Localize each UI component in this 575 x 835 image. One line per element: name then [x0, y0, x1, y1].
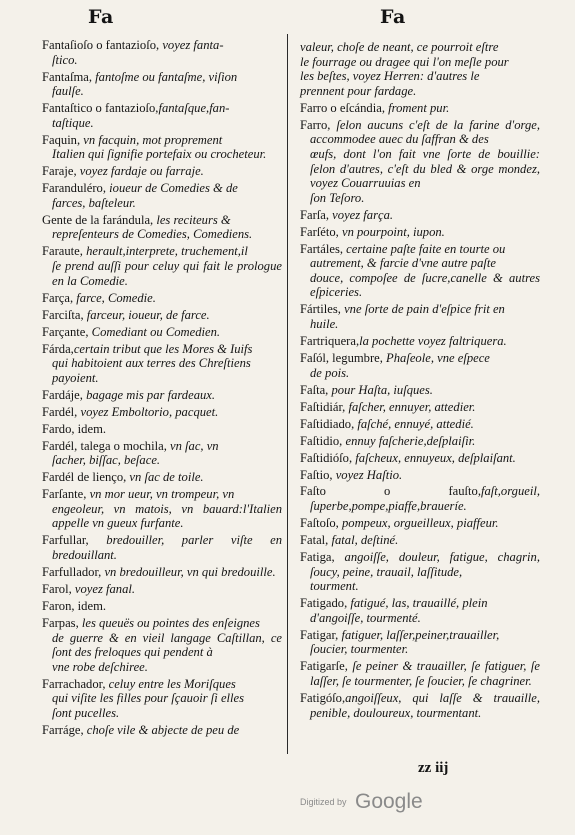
- definition: vn ſac de toile.: [126, 470, 204, 485]
- headword: Farro,: [300, 117, 331, 132]
- headword: Fardél de lienço,: [42, 470, 127, 485]
- headword: Faraje,: [42, 164, 77, 179]
- definition: voyez fanta- ſtico.: [52, 38, 224, 67]
- definition: ennuy faſcherie,deſplaiſir.: [342, 433, 476, 448]
- headword: Fatiga,: [300, 550, 335, 565]
- dictionary-entry: [42, 616, 282, 674]
- dictionary-entry: [42, 599, 282, 614]
- dictionary-entry: [300, 302, 540, 331]
- headword: Faſtoſo,: [300, 516, 339, 531]
- definition: Comediant ou Comedien.: [88, 324, 221, 339]
- running-header: [0, 6, 575, 30]
- dictionary-entry: [42, 405, 282, 420]
- definition: celuy entre les Moriſques qui viſite les filles pour ſçauoir ſi elles ſont pucelles.: [52, 676, 245, 720]
- definition: vn ſac, vn ſacher, biſſac, beſace.: [52, 438, 219, 468]
- definition: farceur, ioueur, de farce.: [83, 307, 210, 322]
- dictionary-entry: [42, 723, 282, 738]
- dictionary-entry: [300, 628, 540, 657]
- dictionary-entry: [300, 334, 540, 349]
- definition: vn facquin, mot proprement Italien qui ſignifie portefaix ou crocheteur.: [52, 132, 267, 162]
- definition: la pochette voyez faltriquera.: [359, 334, 507, 349]
- headword: Fatigarſe,: [300, 659, 348, 674]
- signature-mark: zz iij: [418, 760, 449, 776]
- dictionary-entry: [42, 565, 282, 580]
- definition: ſelon aucuns c'eſt de la farine d'orge, accommodee auec du ſaffran & des œufs, dont l'on fait vne ſorte de bouillie: ſelon d'autres, c'eſt du bled & orge mondez, voyez Couarruuias en ſon Teſoro.: [310, 117, 540, 205]
- definition: choſe vile & abjecte de peu de: [83, 722, 240, 737]
- dictionary-entry: [300, 383, 540, 398]
- headword: Fantaſma,: [42, 69, 93, 84]
- headword: Gente de la farándula,: [42, 212, 154, 227]
- dictionary-entry: [42, 213, 282, 242]
- dictionary-entry: [42, 422, 282, 437]
- headword: Fatal,: [300, 533, 329, 548]
- headword: Faranduléro,: [42, 181, 106, 196]
- headword: Fártiles,: [300, 302, 341, 317]
- headword: Farfullador,: [42, 565, 102, 580]
- headword: Fardél,: [42, 404, 78, 419]
- column-divider: [287, 34, 288, 754]
- google-logo: Google: [354, 790, 423, 813]
- watermark: [300, 790, 423, 814]
- definition: fantoſme ou fantaſme, viſion faulſe.: [52, 69, 238, 99]
- headword: Farfullar,: [42, 533, 89, 548]
- definition: angoiſſe, douleur, fatigue, chagrin, ſoucy, peine, trauail, laſſitude, tourment.: [310, 550, 540, 594]
- headword: Fatigado,: [300, 596, 348, 611]
- headword: Farro o eſcándia,: [300, 100, 385, 115]
- header-left: Fa: [88, 6, 114, 28]
- headword: Fardo, idem.: [42, 421, 107, 436]
- dictionary-entry: [42, 582, 282, 597]
- dictionary-entry: [300, 550, 540, 594]
- definition: vn bredouilleur, vn qui bredouille.: [101, 565, 276, 580]
- dictionary-entry: [300, 101, 540, 116]
- dictionary-entry: [42, 388, 282, 403]
- definition: fantaſque,fan- taſtique.: [52, 101, 230, 130]
- dictionary-entry: [300, 242, 540, 300]
- dictionary-entry: [42, 533, 282, 562]
- definition: fatigué, las, trauaillé, plein d'angoiſſe, tourmenté.: [310, 596, 488, 625]
- headword: Farçante,: [42, 324, 89, 339]
- dictionary-entry: [42, 133, 282, 162]
- headword: Fatigóſo,: [300, 690, 346, 705]
- headword: Faſtidio,: [300, 433, 343, 448]
- definition: froment pur.: [384, 100, 450, 115]
- definition: ioueur de Comedies & de farces, baſteleur.: [52, 181, 238, 210]
- dictionary-entry: [300, 451, 540, 466]
- headword: Farça,: [42, 290, 74, 305]
- dictionary-entry: [42, 470, 282, 485]
- definition: certain tribut que les Mores & Iuifs qui habitoient aux terres des Chreſtiens payoient.: [52, 341, 253, 385]
- dictionary-entry: [42, 308, 282, 323]
- definition: bagage mis par fardeaux.: [82, 387, 216, 402]
- definition: certaine paſte faite en tourte ou autrement, & farcie d'vne autre paſte douce, compoſee de ſucre,canelle & autres eſpiceries.: [310, 241, 540, 300]
- dictionary-entry: [42, 244, 282, 288]
- headword: Fantaſioſo o fantazioſo,: [42, 38, 160, 52]
- dictionary-entry: [42, 342, 282, 386]
- definition: pompeux, orgueilleux, piaffeur.: [338, 516, 499, 531]
- dictionary-entry: [300, 596, 540, 625]
- headword: Fatigar,: [300, 627, 339, 642]
- headword: Farol,: [42, 582, 72, 596]
- headword: Farſa,: [300, 207, 330, 222]
- dictionary-entry: [300, 691, 540, 720]
- definition: Phaſeole, vne eſpece de pois.: [310, 351, 490, 380]
- dictionary-entry: [42, 164, 282, 179]
- left-column: [42, 38, 282, 740]
- dictionary-entry: [300, 516, 540, 531]
- headword: Farrachador,: [42, 676, 106, 691]
- dictionary-entry: [42, 439, 282, 468]
- dictionary-entry: [42, 677, 282, 721]
- dictionary-entry: [300, 118, 540, 206]
- headword: Faſtio,: [300, 467, 333, 482]
- definition: fatal, deſtiné.: [328, 533, 399, 548]
- headword: Faſól, legumbre,: [300, 351, 383, 365]
- dictionary-entry: [42, 291, 282, 306]
- headword: Faron, idem.: [42, 598, 107, 613]
- dictionary-entry: [42, 70, 282, 99]
- dictionary-entry: [300, 208, 540, 223]
- definition: les reciteurs & repreſenteurs de Comedies, Comediens.: [52, 212, 253, 242]
- headword: Faquin,: [42, 132, 81, 147]
- definition: faſcheux, ennuyeux, deſplaiſant.: [352, 450, 516, 465]
- definition: herault,interprete, truchement,il ſe prend auſſi pour celuy qui fait le prologue en la Comedie.: [52, 244, 282, 288]
- headword: Farráge,: [42, 722, 84, 737]
- definition: voyez Haſtio.: [332, 467, 403, 482]
- definition: voyez fardaje ou farraje.: [76, 164, 204, 179]
- dictionary-entry: [42, 181, 282, 210]
- definition: voyez Emboltorio, pacquet.: [77, 404, 219, 419]
- header-right: Fa: [380, 6, 406, 28]
- headword: Farpas,: [42, 615, 79, 630]
- definition: vn pourpoint, iupon.: [338, 224, 445, 239]
- headword: Fartriquera,: [300, 334, 360, 349]
- headword: Faſtidiár,: [300, 399, 346, 414]
- headword: Fárda,: [42, 341, 74, 356]
- headword: Faſta,: [300, 382, 329, 397]
- dictionary-entry: [300, 400, 540, 415]
- watermark-by: Digitized by: [300, 797, 347, 807]
- definition: faſt,orgueil, ſuperbe,pompe,piaffe,braueríe.: [310, 484, 540, 514]
- dictionary-entry: [300, 351, 540, 380]
- dictionary-entry: [42, 101, 282, 130]
- headword: Faraute,: [42, 244, 83, 259]
- headword: Farſante,: [42, 487, 87, 502]
- headword: Faſto o fauſto,: [300, 484, 481, 499]
- dictionary-entry: [300, 225, 540, 240]
- headword: Fardáje,: [42, 387, 83, 402]
- dictionary-entry: [42, 325, 282, 340]
- definition: angoiſſeux, qui laſſe & trauaille, penible, douloureux, tourmentant.: [310, 690, 540, 720]
- dictionary-entry: [300, 434, 540, 449]
- dictionary-entry: [300, 468, 540, 483]
- definition: faſché, ennuyé, attedié.: [354, 416, 474, 431]
- dictionary-entry: [300, 40, 540, 98]
- headword: Farciſta,: [42, 307, 84, 322]
- definition: fatiguer, laſſer,peiner,trauailler, ſoucier, tourmenter.: [310, 627, 500, 657]
- definition: voyez fanal.: [71, 582, 136, 596]
- definition: ſe peiner & trauailler, ſe fatiguer, ſe laſſer, ſe tourmenter, ſe ſoucier, ſe chagriner.: [310, 659, 540, 688]
- definition: voyez farça.: [329, 207, 394, 222]
- headword: Fartáles,: [300, 241, 344, 256]
- definition: valeur, choſe de neant, ce pourroit eſtre le fourrage ou dragee qui l'on meſle pour les beſtes, voyez Herren: d'autres le prennent pour fardage.: [300, 40, 509, 98]
- dictionary-entry: [300, 417, 540, 432]
- definition: faſcher, ennuyer, attedier.: [345, 399, 476, 414]
- headword: Fardél, talega o mochila,: [42, 438, 167, 453]
- right-column: [300, 40, 540, 723]
- headword: Faſtidióſo,: [300, 450, 353, 465]
- dictionary-entry: [300, 659, 540, 688]
- headword: Faſtidiado,: [300, 416, 355, 431]
- dictionary-entry: [300, 533, 540, 548]
- headword: Fantaſtico o fantazioſo,: [42, 101, 159, 116]
- definition: vn mor ueur, vn trompeur, vn engeoleur, vn matois, vn bauard:l'Italien appelle vn gueux furfante.: [52, 487, 282, 531]
- definition: bredouiller, parler viſte en bredouillant.: [52, 533, 282, 563]
- definition: farce, Comedie.: [73, 290, 156, 305]
- definition: les queuës ou pointes des enſeignes de guerre & en vieil langage Caſtillan, ce ſont des freloques qui pendent à vne robe deſchiree.: [52, 615, 282, 674]
- dictionary-entry: [42, 38, 282, 67]
- headword: Farſéto,: [300, 224, 339, 239]
- dictionary-entry: [300, 484, 540, 513]
- definition: vne ſorte de pain d'eſpice frit en huile.: [310, 302, 505, 332]
- definition: pour Haſta, iuſques.: [328, 382, 433, 397]
- dictionary-entry: [42, 487, 282, 531]
